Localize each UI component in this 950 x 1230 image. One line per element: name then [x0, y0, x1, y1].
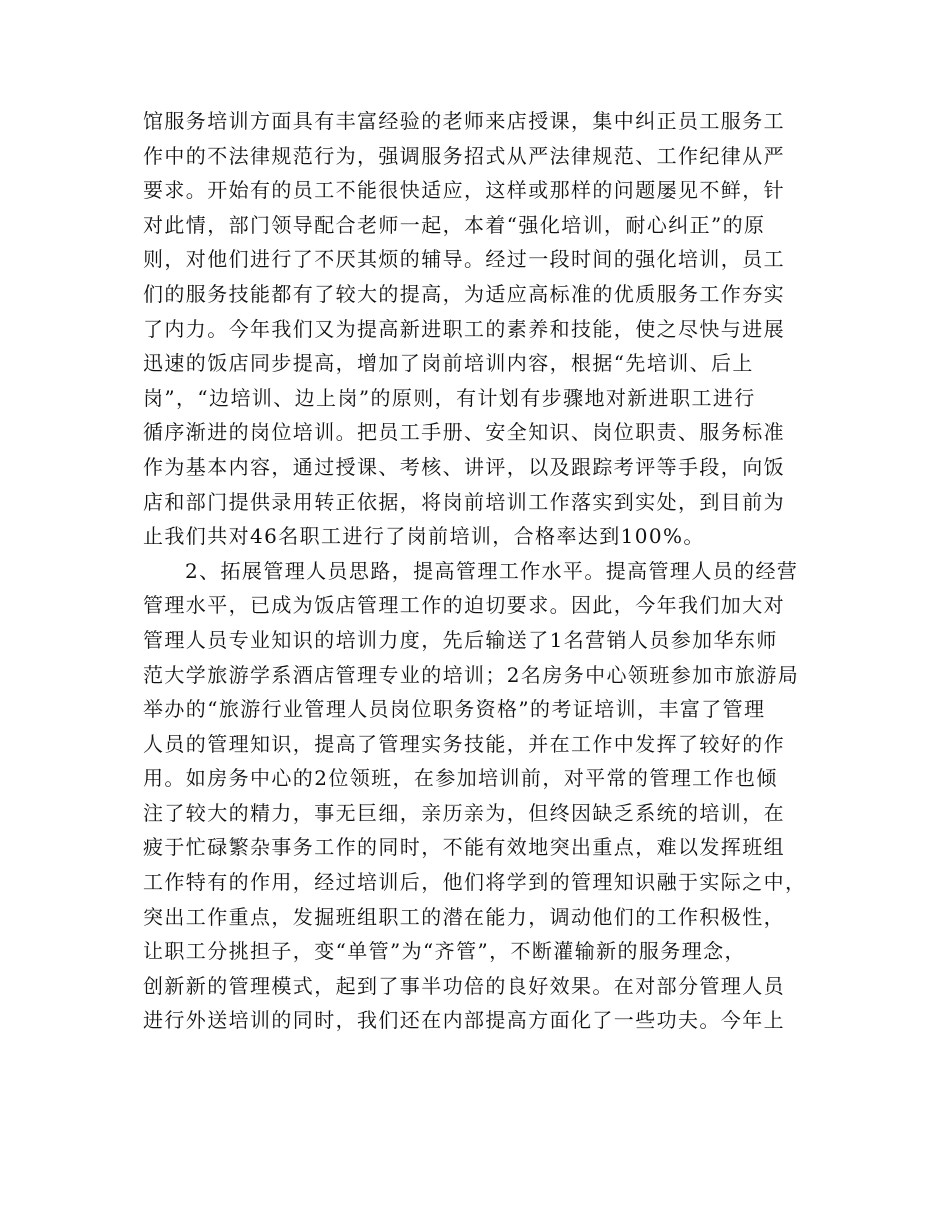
text-line: 举办的“旅游行业管理人员岗位职务资格”的考证培训，丰富了管理 — [143, 697, 766, 722]
text-line: 迅速的饭店同步提高，增加了岗前培训内容，根据“先培训、后上 — [143, 351, 754, 376]
text-line: 作为基本内容，通过授课、考核、讲评，以及跟踪考评等手段，向饭 — [143, 454, 785, 479]
text-line: 疲于忙碌繁杂事务工作的同时，不能有效地突出重点，难以发挥班组 — [143, 835, 785, 860]
text-line: 循序渐进的岗位培训。把员工手册、安全知识、岗位职责、服务标准 — [143, 420, 785, 445]
text-line: 用。如房务中心的2位领班，在参加培训前，对平常的管理工作也倾 — [143, 766, 778, 791]
text-line: 创新新的管理模式，起到了事半功倍的良好效果。在对部分管理人员 — [143, 973, 785, 998]
text-line: 对此情，部门领导配合老师一起，本着“强化培训，耐心纠正”的原 — [143, 212, 766, 237]
paragraph-start-line: 2、拓展管理人员思路，提高管理工作水平。提高管理人员的经营 — [185, 558, 799, 583]
text-line: 了内力。今年我们又为提高新进职工的素养和技能，使之尽快与进展 — [143, 316, 785, 341]
text-line: 范大学旅游学系酒店管理专业的培训；2名房务中心领班参加市旅游局 — [143, 662, 800, 687]
text-line: 则，对他们进行了不厌其烦的辅导。经过一段时间的强化培训，员工 — [143, 247, 785, 272]
text-line: 店和部门提供录用转正依据，将岗前培训工作落实到实处，到目前为 — [143, 489, 785, 514]
body-text — [143, 104, 823, 1038]
text-line: 人员的管理知识，提高了管理实务技能，并在工作中发挥了较好的作 — [143, 731, 785, 756]
text-line: 管理水平，已成为饭店管理工作的迫切要求。因此，今年我们加大对 — [143, 593, 785, 618]
text-line: 让职工分挑担子，变“单管”为“齐管”，不断灌输新的服务理念， — [143, 939, 746, 964]
text-line: 管理人员专业知识的培训力度，先后输送了1名营销人员参加华东师 — [143, 627, 778, 652]
text-line: 注了较大的精力，事无巨细，亲历亲为，但终因缺乏系统的培训，在 — [143, 800, 785, 825]
text-line: 岗”，“边培训、边上岗”的原则，有计划有步骤地对新进职工进行 — [143, 385, 756, 410]
text-line: 们的服务技能都有了较大的提高，为适应高标准的优质服务工作夯实 — [143, 281, 785, 306]
text-line: 止我们共对46名职工进行了岗前培训，合格率达到100%。 — [143, 524, 705, 549]
text-line: 馆服务培训方面具有丰富经验的老师来店授课，集中纠正员工服务工 — [143, 109, 785, 133]
text-line: 突出工作重点，发掘班组职工的潜在能力，调动他们的工作积极性， — [143, 904, 785, 929]
text-line: 要求。开始有的员工不能很快适应，这样或那样的问题屡见不鲜，针 — [143, 178, 785, 203]
text-line: 工作特有的作用，经过培训后，他们将学到的管理知识融于实际之中， — [143, 870, 807, 895]
text-line: 作中的不法律规范行为，强调服务招式从严法律规范、工作纪律从严 — [143, 143, 785, 168]
text-line: 进行外送培训的同时，我们还在内部提高方面化了一些功夫。今年上 — [143, 1008, 785, 1033]
